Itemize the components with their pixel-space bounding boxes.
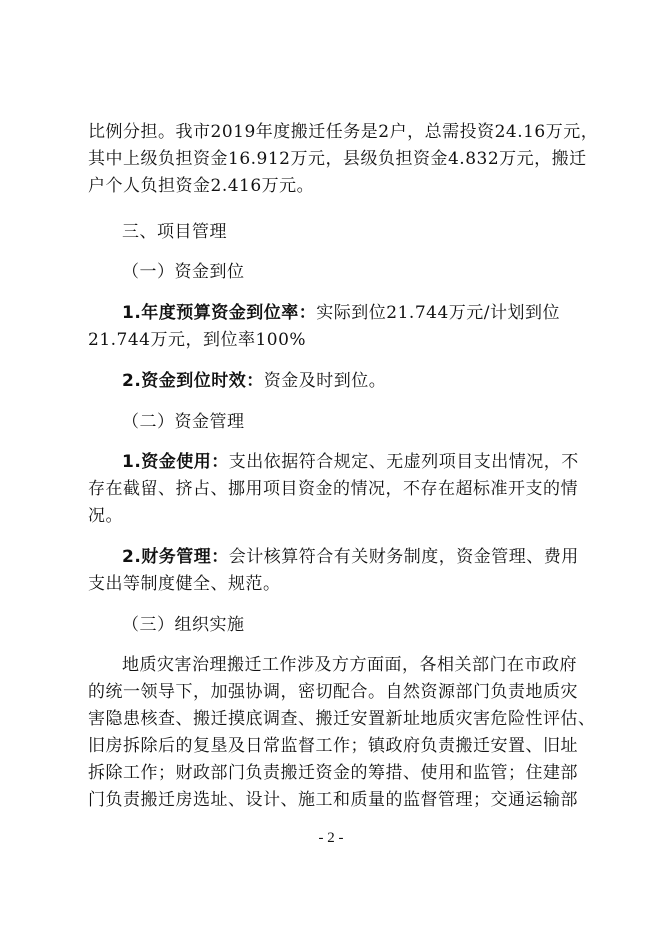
text-line: 地质灾害治理搬迁工作涉及方方面面，各相关部门在市政府: [122, 655, 577, 675]
text-line: 存在截留、挤占、挪用项目资金的情况，不存在超标准开支的情: [88, 479, 578, 499]
heading-text: （一）资金到位: [122, 262, 245, 282]
heading-text: （二）资金管理: [122, 412, 245, 432]
subheading-fund-management: [88, 409, 600, 436]
text-line: 支出等制度健全、规范。: [88, 574, 281, 594]
subheading-funds-in-place: [88, 259, 600, 286]
text-line: [88, 449, 600, 476]
text-line: 害隐患核查、搬迁摸底调查、搬迁安置新址地质灾害危险性评估、: [88, 709, 596, 729]
text-line: 的统一领导下，加强协调，密切配合。自然资源部门负责地质灾: [88, 682, 578, 702]
paragraph-budget-rate: [88, 300, 600, 354]
text-line: [88, 544, 600, 571]
text-run: 资金及时到位。: [263, 371, 387, 391]
text-line: 户个人负担资金2.416万元。: [88, 176, 315, 196]
text-line: 其中上级负担资金16.912万元，县级负担资金4.832万元，搬迁: [88, 149, 587, 169]
text-run: 实际到位21.744万元/计划到位: [316, 303, 561, 323]
heading-text: 三、项目管理: [122, 222, 227, 242]
text-line: 况。: [88, 506, 123, 526]
page-number: - 2 -: [318, 830, 344, 846]
heading-text: （三）组织实施: [122, 615, 245, 635]
paragraph-fund-usage: [88, 449, 600, 530]
text-line: 拆除工作；财政部门负责搬迁资金的筹措、使用和监管；住建部: [88, 763, 578, 783]
paragraph-financial-management: [88, 544, 600, 598]
text-line: 门负责搬迁房选址、设计、施工和质量的监督管理；交通运输部: [88, 790, 578, 810]
text-line: 旧房拆除后的复垦及日常监督工作；镇政府负责搬迁安置、旧址: [88, 736, 578, 756]
section-heading-project-management: [88, 219, 600, 246]
subheading-organization: [88, 612, 600, 639]
bold-label: 2.财务管理：: [122, 547, 229, 567]
text-run: 支出依据符合规定、无虚列项目支出情况，不: [228, 452, 579, 472]
paragraph-implementation: [88, 652, 600, 814]
text-run: 会计核算符合有关财务制度，资金管理、费用: [228, 547, 579, 567]
text-line: [88, 368, 600, 395]
paragraph-funding-share: [88, 119, 600, 200]
paragraph-timeliness: [88, 368, 600, 395]
bold-label: 2.资金到位时效：: [122, 371, 264, 391]
text-line: 21.744万元，到位率100%: [88, 330, 307, 350]
bold-label: 1.年度预算资金到位率：: [122, 303, 317, 323]
text-line: [88, 300, 600, 327]
text-line: 比例分担。我市2019年度搬迁任务是2户，总需投资24.16万元，: [88, 122, 599, 142]
bold-label: 1.资金使用：: [122, 452, 229, 472]
